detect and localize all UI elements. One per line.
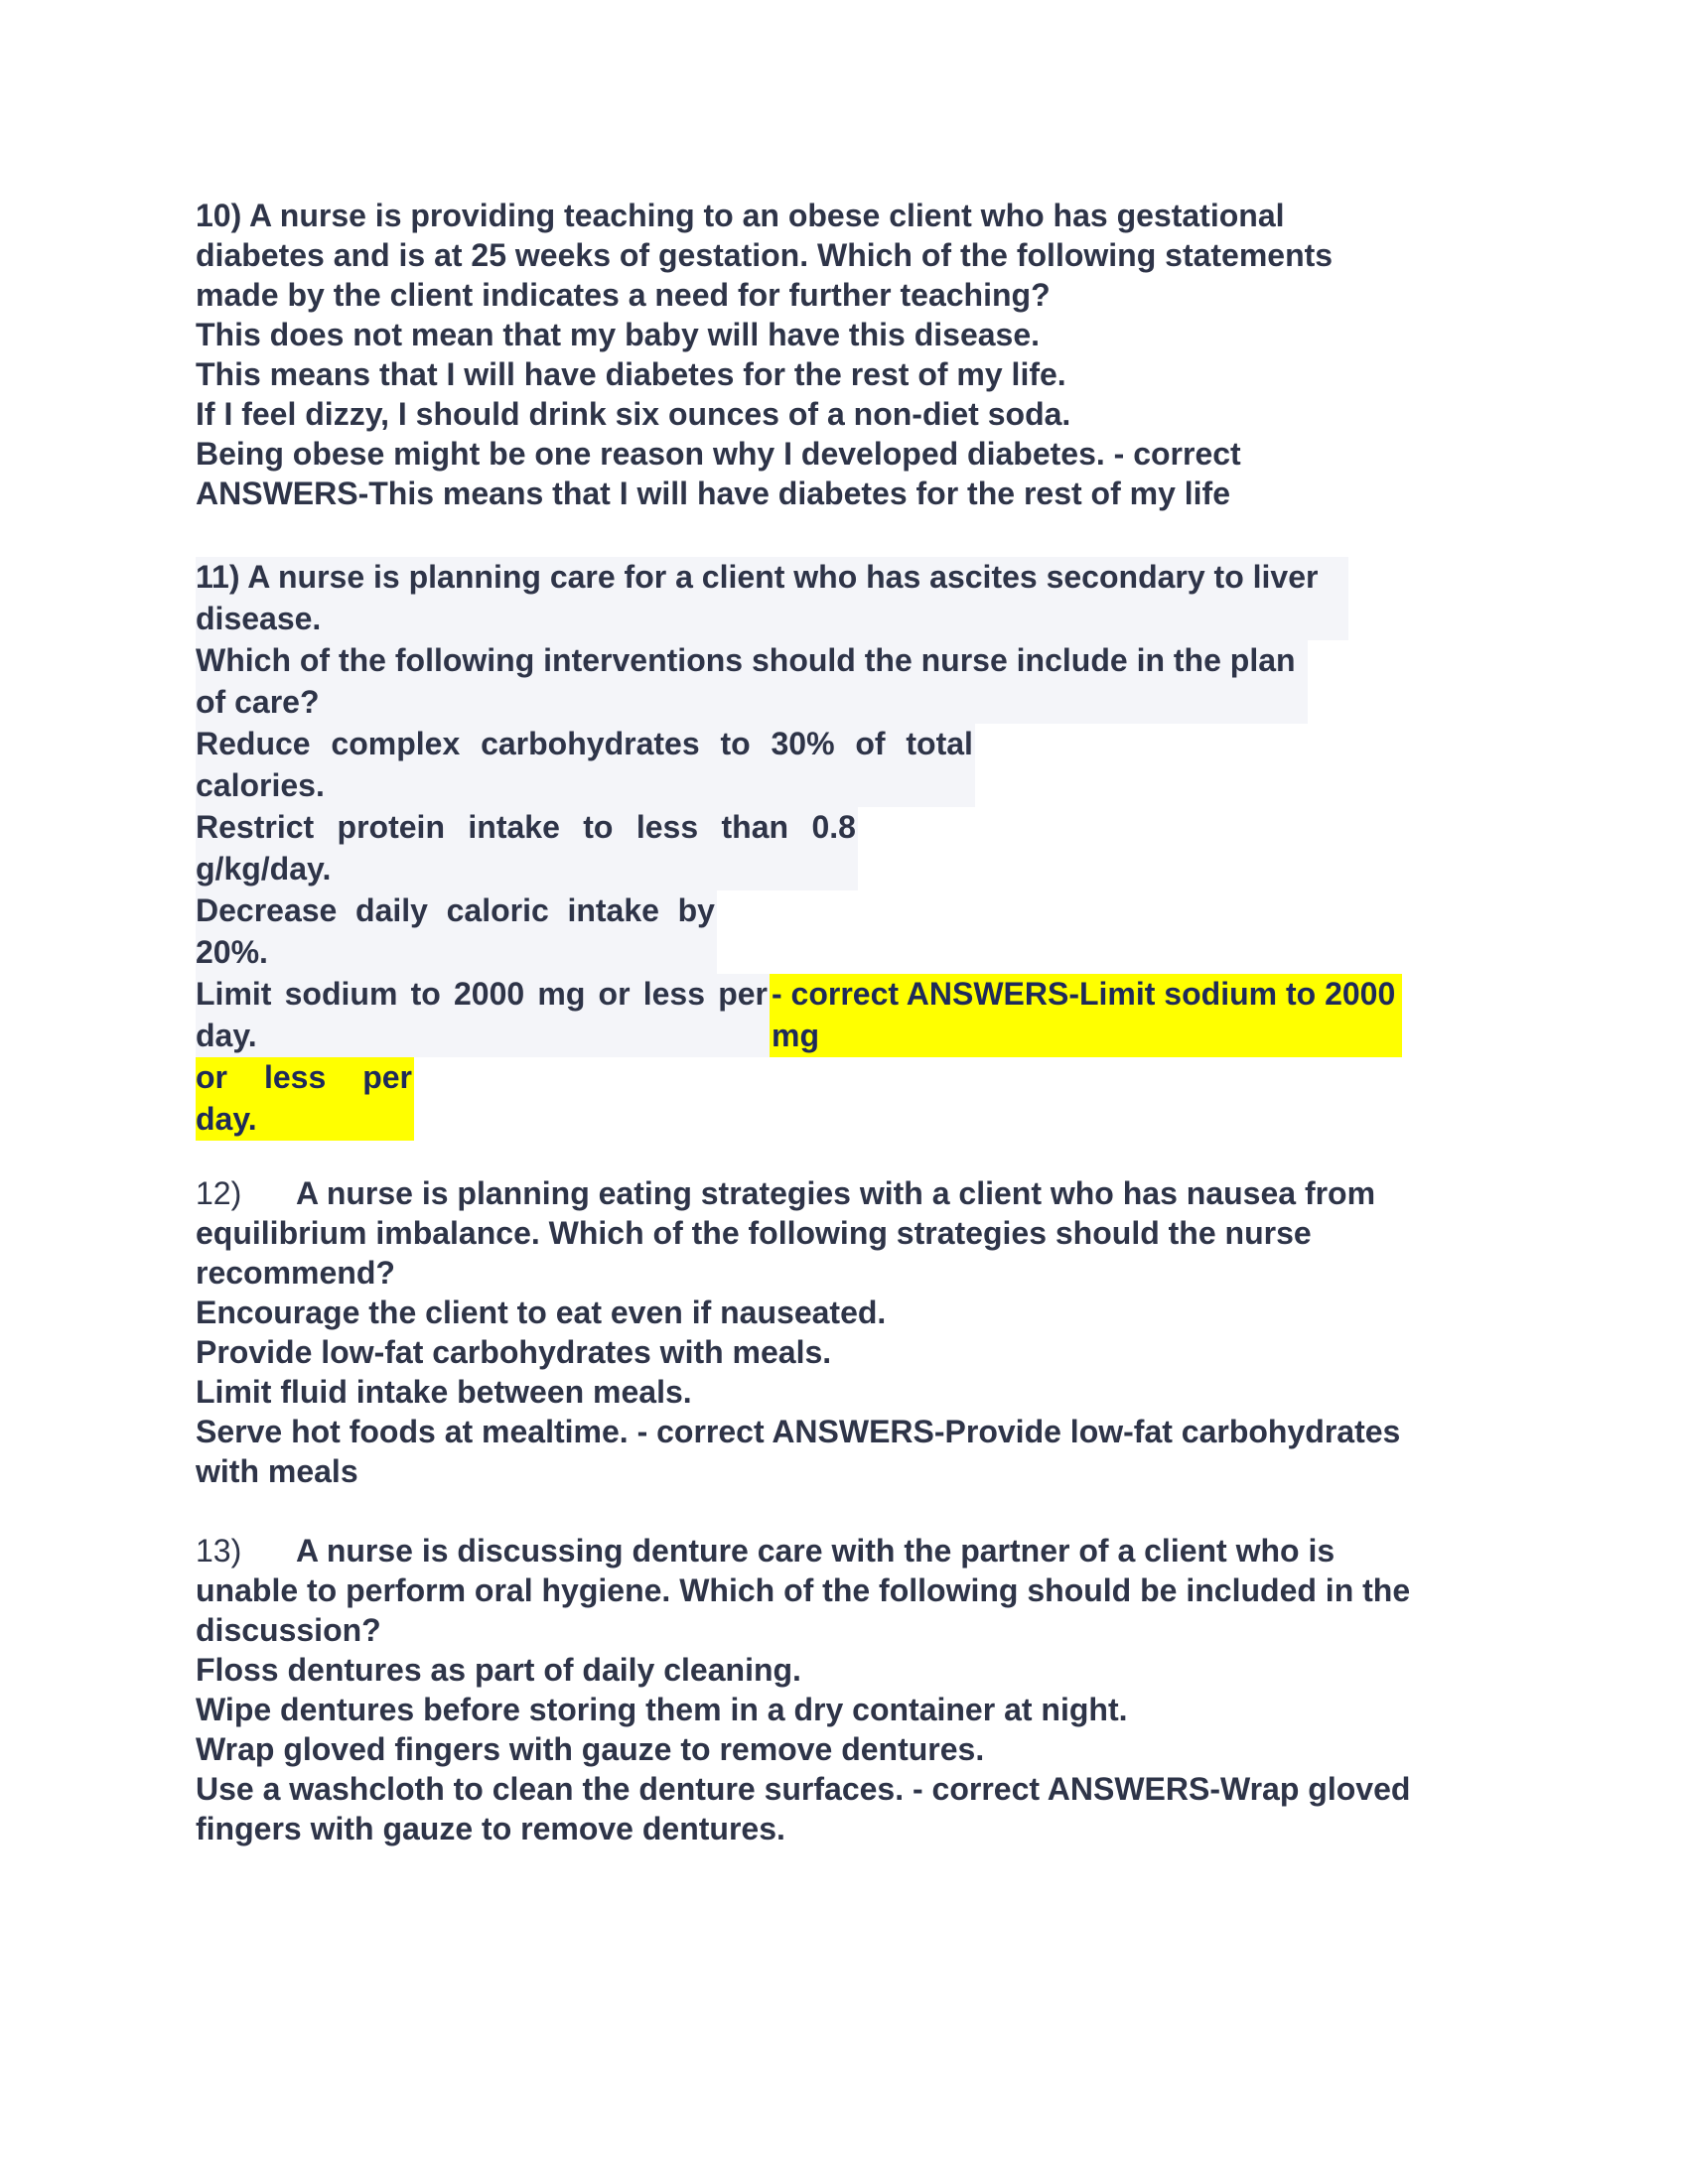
q10-option: Being obese might be one reason why I developed diabetes. - correct (196, 436, 1241, 472)
word: 2000 (453, 976, 525, 1012)
word: to (410, 976, 441, 1012)
word: Decrease (196, 892, 338, 928)
q11-answer: - correct ANSWERS-Limit sodium to 2000 (772, 976, 1396, 1012)
word: than (721, 809, 789, 845)
q13-line: A nurse is discussing denture care with the partner of a client who is (296, 1533, 1336, 1569)
q13-answer: fingers with gauze to remove dentures. (196, 1811, 785, 1846)
word: sodium (284, 976, 398, 1012)
q11-stem-line: Which of the following interventions should the nurse include in the plan (196, 642, 1296, 678)
q11-stem-line: of care? (196, 684, 320, 720)
q11-option-2 (196, 807, 856, 847)
q11-answer (196, 1057, 412, 1097)
word: per (718, 976, 768, 1012)
q10-answer: ANSWERS-This means that I will have diabetes for the rest of my life (196, 476, 1230, 511)
word: intake (567, 892, 659, 928)
word: less (642, 976, 706, 1012)
q10-line: 10) A nurse is providing teaching to an obese client who has gestational (196, 198, 1285, 233)
q12-option: Provide low-fat carbohydrates with meals. (196, 1334, 832, 1370)
q12-number: 12) (196, 1175, 242, 1211)
word: of (855, 726, 886, 761)
word: Limit (196, 976, 272, 1012)
word: 30% (771, 726, 835, 761)
word: carbohydrates (481, 726, 700, 761)
q13-line: unable to perform oral hygiene. Which of the following should be included in the (196, 1572, 1411, 1608)
word: per (362, 1059, 412, 1095)
q10-line: diabetes and is at 25 weeks of gestation. Which of the following statements (196, 237, 1334, 273)
q13-option: Floss dentures as part of daily cleaning. (196, 1652, 801, 1688)
word: or (196, 1059, 227, 1095)
word: or (598, 976, 631, 1012)
word: total (906, 726, 973, 761)
word: mg (537, 976, 586, 1012)
q10-line: made by the client indicates a need for further teaching? (196, 277, 1051, 313)
q13-line: discussion? (196, 1612, 381, 1648)
word: less (263, 1059, 327, 1095)
q11-answer: day. (196, 1101, 257, 1137)
q13-option: Use a washcloth to clean the denture surfaces. - correct ANSWERS-Wrap gloved (196, 1771, 1411, 1807)
word: Reduce (196, 726, 311, 761)
q12-line: recommend? (196, 1255, 395, 1291)
q11-option-4 (196, 974, 768, 1014)
q12-line: A nurse is planning eating strategies with a client who has nausea from (296, 1175, 1376, 1211)
q13-number: 13) (196, 1533, 242, 1569)
word: by (677, 892, 715, 928)
q12-line: equilibrium imbalance. Which of the following strategies should the nurse (196, 1215, 1312, 1251)
q10-option: This does not mean that my baby will have this disease. (196, 317, 1041, 352)
word: daily (355, 892, 428, 928)
word: complex (331, 726, 461, 761)
q12-option: Limit fluid intake between meals. (196, 1374, 692, 1410)
q11-option-1-cont: calories. (196, 767, 325, 803)
q13-option: Wipe dentures before storing them in a dry container at night. (196, 1692, 1128, 1727)
word: Restrict (196, 809, 315, 845)
word: less (635, 809, 699, 845)
word: caloric (446, 892, 549, 928)
word: intake (468, 809, 560, 845)
q11-answer: mg (772, 1018, 819, 1053)
q12-option: Serve hot foods at mealtime. - correct ANSWERS-Provide low-fat carbohydrates (196, 1414, 1401, 1449)
q11-option-3 (196, 890, 715, 930)
q11-option-1 (196, 724, 973, 763)
word: 0.8 (811, 809, 856, 845)
word: protein (337, 809, 445, 845)
word: to (720, 726, 751, 761)
q11-option-3-cont: 20%. (196, 934, 268, 970)
q11-stem-line: disease. (196, 601, 322, 636)
q10-option: If I feel dizzy, I should drink six ounces of a non-diet soda. (196, 396, 1071, 432)
q11-stem-line: 11) A nurse is planning care for a client who has ascites secondary to liver (196, 559, 1319, 595)
q12-option: Encourage the client to eat even if nauseated. (196, 1295, 887, 1330)
q13-option: Wrap gloved fingers with gauze to remove dentures. (196, 1731, 985, 1767)
q10-option: This means that I will have diabetes for the rest of my life. (196, 356, 1066, 392)
q11-option-4-cont: day. (196, 1018, 257, 1053)
word: to (583, 809, 614, 845)
q11-option-2-cont: g/kg/day. (196, 851, 332, 887)
q12-answer: with meals (196, 1453, 358, 1489)
